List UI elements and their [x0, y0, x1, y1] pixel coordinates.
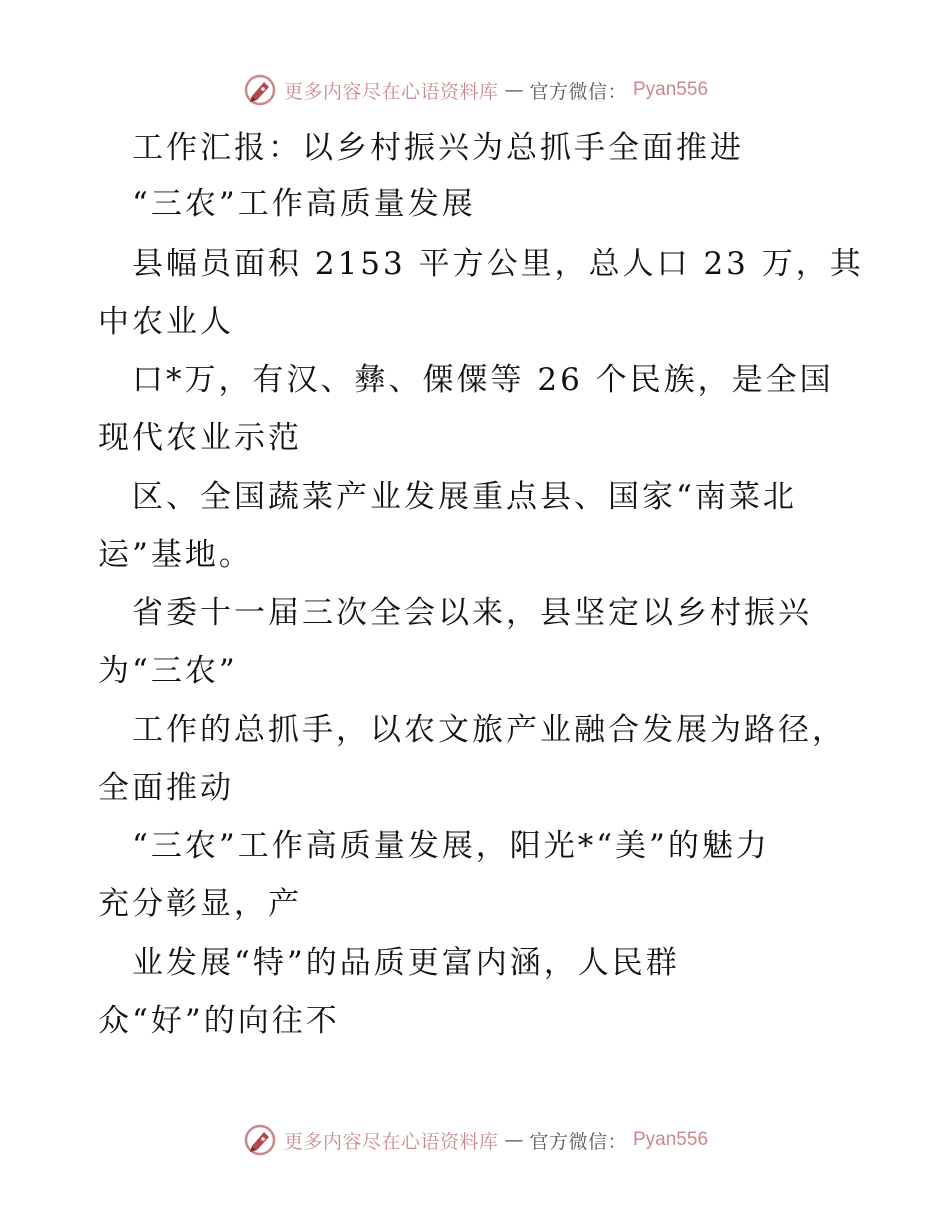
body-line: 区、全国蔬菜产业发展重点县、国家“南菜北: [98, 479, 797, 515]
watermark-separator: —: [504, 1129, 524, 1151]
watermark-wechat-id: Pyan556: [633, 79, 709, 100]
watermark-contact-label: 官方微信：: [529, 80, 627, 103]
pen-nib-logo-icon: [242, 72, 278, 108]
body-line: 工作汇报：以乡村振兴为总抓手全面推进: [98, 130, 744, 166]
watermark-wechat-id: Pyan556: [633, 1129, 709, 1150]
watermark-separator: —: [504, 79, 524, 101]
footer-watermark: [0, 1122, 950, 1158]
body-line: 全面推动: [98, 770, 234, 806]
body-line: 业发展“特”的品质更富内涵，人民群: [98, 945, 680, 981]
body-line: 中农业人: [98, 304, 234, 340]
body-line: 为“三农”: [98, 653, 238, 689]
body-line: 现代农业示范: [98, 420, 302, 456]
body-line: “三农”工作高质量发展，阳光*“美”的魅力: [98, 828, 770, 864]
header-watermark: [0, 72, 950, 108]
body-line: 运”基地。: [98, 537, 253, 573]
watermark-brand: 更多内容尽在心语资料库: [283, 1130, 499, 1153]
body-line: “三农”工作高质量发展: [98, 186, 476, 222]
body-line: 县幅员面积 2153 平方公里，总人口 23 万，其: [98, 246, 864, 282]
body-line: 工作的总抓手，以农文旅产业融合发展为路径，: [98, 712, 846, 748]
body-line: 众“好”的向往不: [98, 1003, 340, 1039]
watermark-contact-label: 官方微信：: [529, 1130, 627, 1153]
body-line: 充分彰显，产: [98, 886, 302, 922]
body-line: 口*万，有汉、彝、傈僳等 26 个民族，是全国: [98, 362, 834, 398]
body-line: 省委十一届三次全会以来，县坚定以乡村振兴: [98, 595, 812, 631]
pen-nib-logo-icon: [242, 1122, 278, 1158]
watermark-brand: 更多内容尽在心语资料库: [283, 80, 499, 103]
